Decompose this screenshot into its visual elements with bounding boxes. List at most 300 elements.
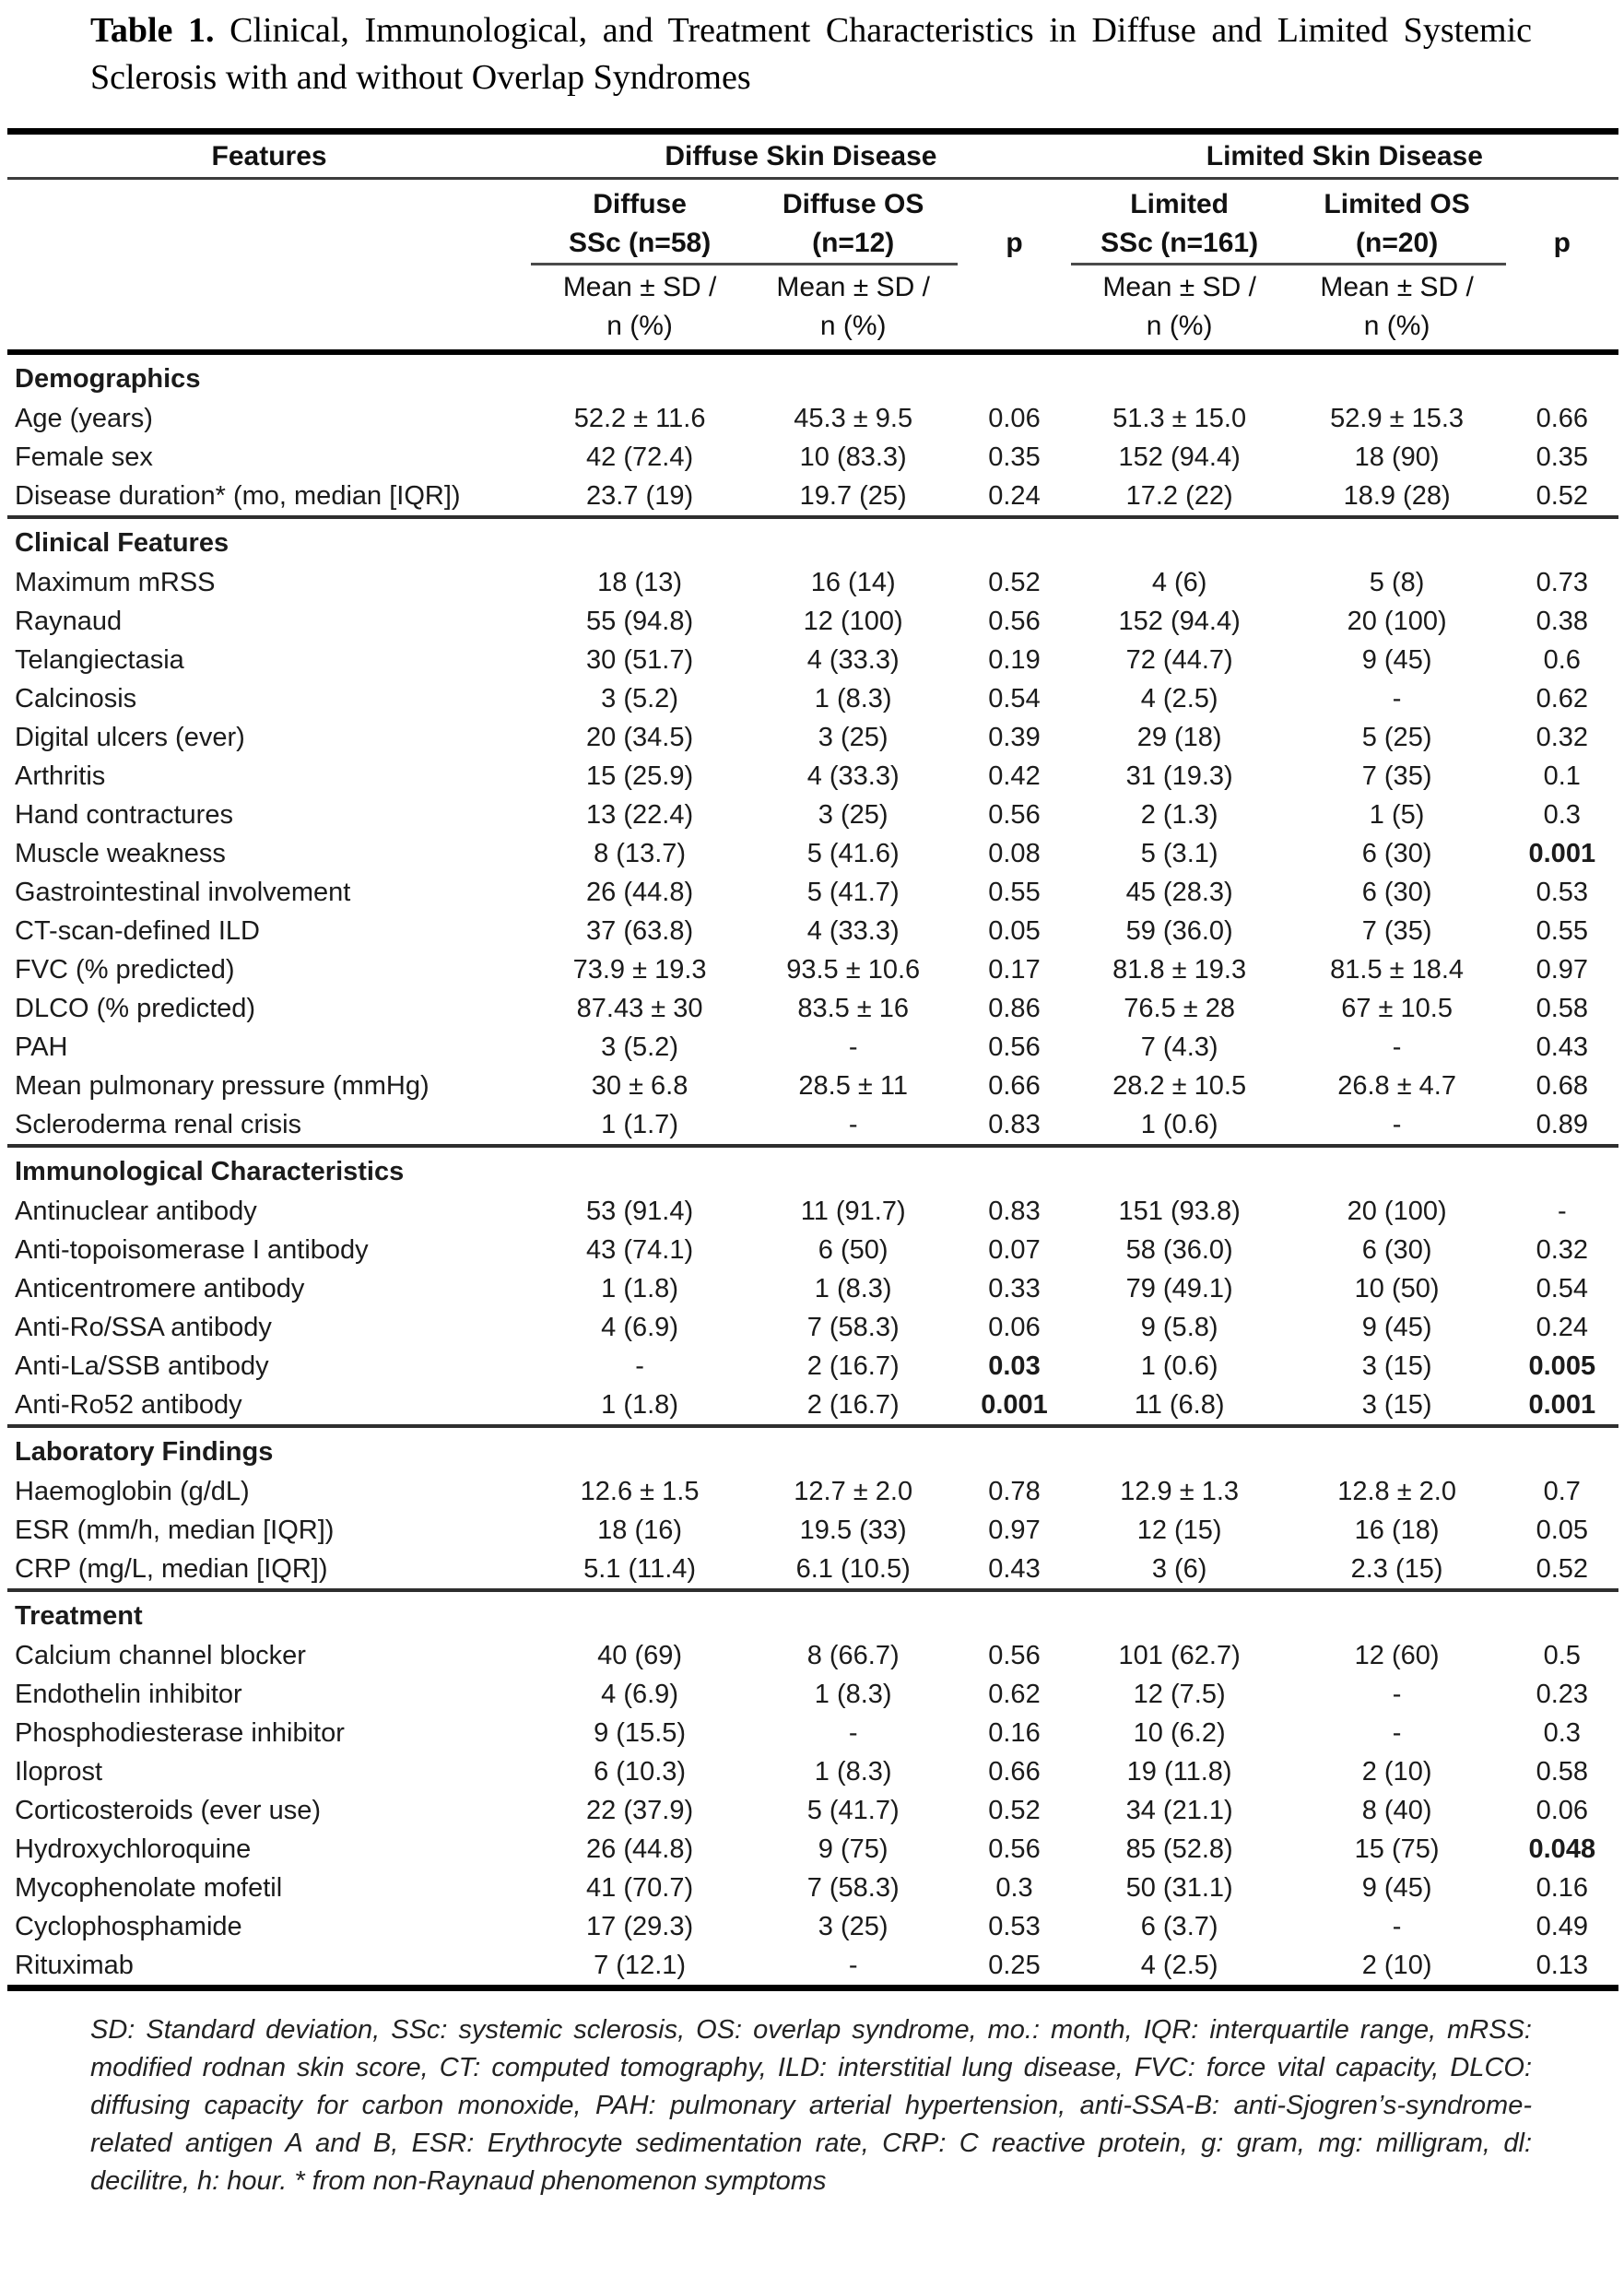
- table-caption: [90, 7, 1532, 102]
- feature-cell: Gastrointestinal involvement: [15, 877, 351, 907]
- p-value-cell: 0.83: [988, 1109, 1041, 1139]
- value-cell: 4 (2.5): [1140, 1950, 1218, 1980]
- value-cell: 29 (18): [1136, 722, 1222, 752]
- value-cell: -: [848, 1717, 858, 1748]
- value-cell: 55 (94.8): [586, 606, 694, 636]
- table-row: [7, 1946, 1618, 1988]
- table-row: [7, 1067, 1618, 1105]
- table-row: [7, 912, 1618, 950]
- feature-cell: Phosphodiesterase inhibitor: [15, 1717, 345, 1748]
- value-cell: 5 (41.6): [806, 838, 900, 868]
- feature-cell: Calcinosis: [15, 683, 137, 714]
- p-value-cell: 0.83: [988, 1196, 1041, 1226]
- p-value-cell: 0.16: [988, 1717, 1041, 1748]
- limited-os-column-header: Limited OS (n=20): [1289, 178, 1506, 264]
- table-row: [7, 641, 1618, 679]
- p-value-cell: 0.58: [1536, 1756, 1589, 1787]
- table-row: [7, 1105, 1618, 1146]
- table-row: [7, 834, 1618, 873]
- value-cell: 83.5 ± 16: [797, 993, 910, 1023]
- value-cell: -: [1392, 1109, 1402, 1139]
- value-cell: 11 (91.7): [800, 1196, 906, 1226]
- p-value-cell: 0.56: [988, 606, 1041, 636]
- p-value-cell: 0.66: [1536, 403, 1589, 433]
- value-cell: 12.7 ± 2.0: [794, 1476, 913, 1506]
- p-value-cell: 0.3: [995, 1872, 1033, 1903]
- feature-cell: Anti-Ro/SSA antibody: [15, 1312, 272, 1342]
- value-cell: 5 (41.7): [806, 877, 900, 907]
- p-value-cell: 0.08: [988, 838, 1041, 868]
- value-cell: 9 (45): [1361, 644, 1432, 675]
- value-cell: 4 (6): [1151, 567, 1207, 597]
- value-cell: 4 (2.5): [1140, 683, 1218, 714]
- table-row: [7, 757, 1618, 796]
- value-cell: 4 (33.3): [806, 761, 900, 791]
- value-cell: 1 (8.3): [814, 1679, 892, 1709]
- feature-cell: DLCO (% predicted): [15, 993, 256, 1023]
- p-value-cell: 0.97: [1536, 954, 1589, 985]
- table-row: [7, 989, 1618, 1028]
- value-cell: 6 (30): [1361, 838, 1432, 868]
- value-cell: 1 (1.8): [601, 1389, 678, 1420]
- value-cell: 79 (49.1): [1125, 1273, 1233, 1303]
- value-cell: 2 (16.7): [806, 1350, 900, 1381]
- diffuse-os-column-header: Diffuse OS (n=12): [748, 178, 958, 264]
- value-cell: 6 (10.3): [594, 1756, 687, 1787]
- value-cell: 30 ± 6.8: [591, 1070, 688, 1101]
- value-cell: 8 (13.7): [594, 838, 687, 868]
- feature-cell: Digital ulcers (ever): [15, 722, 245, 752]
- p-value-cell: 0.24: [1536, 1312, 1589, 1342]
- p-value-cell: 0.13: [1536, 1950, 1589, 1980]
- value-cell: 10 (50): [1354, 1273, 1440, 1303]
- section-title: Immunological Characteristics: [7, 1146, 1618, 1192]
- value-cell: 2 (10): [1361, 1756, 1432, 1787]
- value-cell: 12 (7.5): [1133, 1679, 1226, 1709]
- p-value-cell: 0.56: [988, 1640, 1041, 1670]
- p-value-cell: 0.55: [988, 877, 1041, 907]
- value-cell: 18 (90): [1354, 442, 1440, 472]
- value-cell: 9 (45): [1361, 1872, 1432, 1903]
- page: [0, 7, 1624, 2288]
- value-cell: -: [1392, 1717, 1402, 1748]
- feature-cell: Calcium channel blocker: [15, 1640, 306, 1670]
- section-header-row: [7, 517, 1618, 563]
- subheader-row: [7, 264, 1618, 352]
- p-value-cell: 0.52: [1536, 480, 1589, 511]
- value-cell: -: [1392, 683, 1402, 714]
- value-cell: 31 (19.3): [1125, 761, 1233, 791]
- value-cell: 52.9 ± 15.3: [1330, 403, 1465, 433]
- value-cell: 152 (94.4): [1118, 442, 1241, 472]
- value-cell: 76.5 ± 28: [1124, 993, 1235, 1023]
- p-value-cell: 0.6: [1543, 644, 1581, 675]
- feature-cell: Raynaud: [15, 606, 123, 636]
- value-cell: 40 (69): [597, 1640, 683, 1670]
- p-value-cell: 0.5: [1543, 1640, 1581, 1670]
- value-cell: 7 (12.1): [594, 1950, 687, 1980]
- p-value-cell: 0.07: [988, 1234, 1041, 1265]
- p-value-cell: 0.048: [1528, 1834, 1596, 1864]
- feature-cell: FVC (% predicted): [15, 954, 235, 985]
- table-row: [7, 718, 1618, 757]
- value-cell: 18 (13): [597, 567, 683, 597]
- value-cell: 53 (91.4): [586, 1196, 694, 1226]
- p-value-cell: 0.86: [988, 993, 1041, 1023]
- feature-cell: CT-scan-defined ILD: [15, 915, 260, 946]
- value-cell: 6.1 (10.5): [795, 1553, 911, 1584]
- column-header-row: [7, 178, 1618, 264]
- p-value-cell: 0.3: [1543, 1717, 1581, 1748]
- feature-cell: Anticentromere antibody: [15, 1273, 305, 1303]
- feature-cell: Anti-topoisomerase I antibody: [15, 1234, 369, 1265]
- table-row: [7, 1386, 1618, 1426]
- feature-cell: ESR (mm/h, median [IQR]): [15, 1515, 335, 1545]
- feature-cell: Antinuclear antibody: [15, 1196, 257, 1226]
- value-cell: 87.43 ± 30: [576, 993, 703, 1023]
- value-cell: 10 (6.2): [1133, 1717, 1226, 1748]
- p-value-cell: 0.78: [988, 1476, 1041, 1506]
- mean-sd-subheader: Mean ± SD / n (%): [1289, 264, 1506, 352]
- feature-cell: Hand contractures: [15, 799, 233, 830]
- value-cell: 8 (40): [1361, 1795, 1432, 1825]
- value-cell: 50 (31.1): [1125, 1872, 1233, 1903]
- feature-cell: PAH: [15, 1032, 68, 1062]
- table-row: [7, 950, 1618, 989]
- table-footnote: SD: Standard deviation, SSc: systemic sclerosis, OS: overlap syndrome, mo.: month, IQR: interquartile range, mRSS: modified rodnan skin score, CT: computed tomography, ILD: interstitial lung disease, FVC: force vital capacity, DLCO: diffusing capacity for carbon monoxide, PAH: pulmonary arterial hypertension, anti-SSA-B: anti-Sjogren’s-syndrome-related antigen A and B, ESR: Erythrocyte sedimentation rate, CRP: C reactive protein, g: gram, mg: milligram, dl: decilitre, h: hour. * from non-Raynaud phenomenon symptoms: [90, 2014, 1532, 2197]
- p-value-cell: 0.7: [1543, 1476, 1581, 1506]
- value-cell: 12 (15): [1136, 1515, 1222, 1545]
- feature-cell: Anti-Ro52 antibody: [15, 1389, 242, 1420]
- table-row: [7, 563, 1618, 602]
- value-cell: 6 (30): [1361, 877, 1432, 907]
- value-cell: 20 (34.5): [586, 722, 694, 752]
- p-value-cell: 0.89: [1536, 1109, 1589, 1139]
- p-value-cell: 0.35: [1536, 442, 1589, 472]
- p-value-cell: 0.001: [981, 1389, 1048, 1420]
- value-cell: 1 (0.6): [1140, 1350, 1218, 1381]
- section-header-row: [7, 352, 1618, 399]
- value-cell: 45 (28.3): [1125, 877, 1233, 907]
- p-value-cell: 0.54: [988, 683, 1041, 714]
- p-value-cell: 0.56: [988, 1032, 1041, 1062]
- feature-cell: Corticosteroids (ever use): [15, 1795, 321, 1825]
- p-value-cell: 0.06: [1536, 1795, 1589, 1825]
- mean-sd-subheader: Mean ± SD / n (%): [531, 264, 748, 352]
- value-cell: -: [848, 1109, 858, 1139]
- p-value-cell: 0.97: [988, 1515, 1041, 1545]
- value-cell: 30 (51.7): [586, 644, 694, 675]
- value-cell: 4 (6.9): [601, 1312, 678, 1342]
- value-cell: 16 (18): [1354, 1515, 1440, 1545]
- p-column-header: p: [1006, 228, 1023, 259]
- p-value-cell: 0.005: [1528, 1350, 1596, 1381]
- p-value-cell: 0.39: [988, 722, 1041, 752]
- feature-cell: Rituximab: [15, 1950, 134, 1980]
- value-cell: 3 (5.2): [601, 1032, 678, 1062]
- value-cell: 7 (35): [1361, 915, 1432, 946]
- value-cell: 73.9 ± 19.3: [572, 954, 707, 985]
- empty-cell: [7, 178, 531, 264]
- table-row: [7, 1511, 1618, 1550]
- feature-cell: Cyclophosphamide: [15, 1911, 242, 1941]
- value-cell: 93.5 ± 10.6: [786, 954, 921, 985]
- table-row: [7, 1347, 1618, 1386]
- feature-cell: CRP (mg/L, median [IQR]): [15, 1553, 328, 1584]
- feature-cell: Telangiectasia: [15, 644, 184, 675]
- value-cell: 7 (58.3): [806, 1872, 900, 1903]
- value-cell: 4 (6.9): [601, 1679, 678, 1709]
- value-cell: 8 (66.7): [806, 1640, 900, 1670]
- value-cell: 12.8 ± 2.0: [1337, 1476, 1456, 1506]
- p-value-cell: 0.52: [1536, 1553, 1589, 1584]
- limited-group-header: Limited Skin Disease: [1071, 131, 1618, 178]
- p-value-cell: 0.56: [988, 1834, 1041, 1864]
- value-cell: 2.3 (15): [1350, 1553, 1443, 1584]
- value-cell: 3 (5.2): [601, 683, 678, 714]
- value-cell: 6 (50): [818, 1234, 888, 1265]
- diffuse-group-header: Diffuse Skin Disease: [531, 131, 1071, 178]
- section-title: Laboratory Findings: [7, 1426, 1618, 1472]
- table-row: [7, 438, 1618, 477]
- limited-ssc-column-header: Limited SSc (n=161): [1071, 178, 1289, 264]
- p-value-cell: 0.32: [1536, 722, 1589, 752]
- table-row: [7, 1752, 1618, 1791]
- table-row: [7, 1636, 1618, 1675]
- p-value-cell: 0.05: [1536, 1515, 1589, 1545]
- value-cell: 12 (60): [1354, 1640, 1440, 1670]
- value-cell: 151 (93.8): [1118, 1196, 1241, 1226]
- p-value-cell: 0.52: [988, 1795, 1041, 1825]
- p-value-cell: 0.3: [1543, 799, 1581, 830]
- value-cell: -: [1392, 1679, 1402, 1709]
- value-cell: 16 (14): [810, 567, 896, 597]
- table-row: [7, 1028, 1618, 1067]
- features-header: Features: [7, 131, 531, 178]
- p-value-cell: 0.1: [1543, 761, 1581, 791]
- value-cell: 26 (44.8): [586, 1834, 694, 1864]
- value-cell: 42 (72.4): [586, 442, 694, 472]
- value-cell: 12.6 ± 1.5: [580, 1476, 700, 1506]
- p-value-cell: 0.33: [988, 1273, 1041, 1303]
- value-cell: 23.7 (19): [586, 480, 694, 511]
- value-cell: 1 (5): [1369, 799, 1425, 830]
- value-cell: 3 (25): [818, 722, 888, 752]
- feature-cell: Endothelin inhibitor: [15, 1679, 242, 1709]
- table-row: [7, 1869, 1618, 1907]
- p-value-cell: 0.38: [1536, 606, 1589, 636]
- value-cell: 3 (6): [1151, 1553, 1207, 1584]
- table-row: [7, 1830, 1618, 1869]
- value-cell: 45.3 ± 9.5: [794, 403, 913, 433]
- empty-cell: [1506, 264, 1618, 352]
- value-cell: 19.7 (25): [799, 480, 907, 511]
- value-cell: 5 (25): [1361, 722, 1432, 752]
- value-cell: 5 (3.1): [1140, 838, 1218, 868]
- value-cell: 2 (1.3): [1140, 799, 1218, 830]
- mean-sd-subheader: Mean ± SD / n (%): [748, 264, 958, 352]
- value-cell: 51.3 ± 15.0: [1112, 403, 1247, 433]
- p-value-cell: 0.53: [988, 1911, 1041, 1941]
- p-value-cell: 0.19: [988, 644, 1041, 675]
- p-value-cell: 0.25: [988, 1950, 1041, 1980]
- value-cell: -: [1392, 1911, 1402, 1941]
- section-header-row: [7, 1590, 1618, 1636]
- p-value-cell: 0.68: [1536, 1070, 1589, 1101]
- value-cell: 11 (6.8): [1134, 1389, 1225, 1420]
- p-value-cell: 0.43: [1536, 1032, 1589, 1062]
- p-value-cell: 0.62: [1536, 683, 1589, 714]
- value-cell: 19 (11.8): [1126, 1756, 1232, 1787]
- table-row: [7, 679, 1618, 718]
- p-value-cell: 0.06: [988, 1312, 1041, 1342]
- value-cell: 17 (29.3): [586, 1911, 694, 1941]
- value-cell: 17.2 (22): [1125, 480, 1233, 511]
- value-cell: 34 (21.1): [1125, 1795, 1233, 1825]
- value-cell: 19.5 (33): [799, 1515, 907, 1545]
- value-cell: 4 (33.3): [806, 644, 900, 675]
- section-header-row: [7, 1426, 1618, 1472]
- value-cell: 20 (100): [1347, 1196, 1447, 1226]
- section-title: Demographics: [15, 363, 201, 394]
- p-value-cell: 0.24: [988, 480, 1041, 511]
- table-row: [7, 1907, 1618, 1946]
- p-value-cell: 0.66: [988, 1756, 1041, 1787]
- value-cell: 43 (74.1): [586, 1234, 694, 1265]
- value-cell: 1 (8.3): [814, 1756, 892, 1787]
- value-cell: 1 (8.3): [814, 683, 892, 714]
- feature-cell: Female sex: [15, 442, 153, 472]
- empty-cell: [7, 264, 531, 352]
- mean-sd-subheader: Mean ± SD / n (%): [1071, 264, 1289, 352]
- value-cell: 9 (45): [1361, 1312, 1432, 1342]
- value-cell: -: [848, 1032, 858, 1062]
- p-value-cell: 0.35: [988, 442, 1041, 472]
- value-cell: 9 (5.8): [1140, 1312, 1218, 1342]
- p-value-cell: 0.17: [988, 954, 1041, 985]
- p-value-cell: 0.32: [1536, 1234, 1589, 1265]
- value-cell: 7 (58.3): [806, 1312, 900, 1342]
- table-row: [7, 1791, 1618, 1830]
- section-title: Treatment: [7, 1590, 1618, 1636]
- p-value-cell: 0.66: [988, 1070, 1041, 1101]
- value-cell: 2 (16.7): [806, 1389, 900, 1420]
- value-cell: -: [848, 1950, 858, 1980]
- table-row: [7, 1192, 1618, 1231]
- clinical-characteristics-table: [7, 128, 1618, 1991]
- empty-cell: [958, 264, 1070, 352]
- value-cell: 22 (37.9): [586, 1795, 694, 1825]
- p-value-cell: 0.03: [988, 1350, 1041, 1381]
- feature-cell: Hydroxychloroquine: [15, 1834, 252, 1864]
- p-value-cell: 0.54: [1536, 1273, 1589, 1303]
- value-cell: 58 (36.0): [1125, 1234, 1233, 1265]
- table-row: [7, 1472, 1618, 1511]
- p-value-cell: 0.16: [1536, 1872, 1589, 1903]
- value-cell: 3 (15): [1361, 1350, 1432, 1381]
- value-cell: 37 (63.8): [586, 915, 694, 946]
- feature-cell: Arthritis: [15, 761, 106, 791]
- feature-cell: Mycophenolate mofetil: [15, 1872, 283, 1903]
- table-row: [7, 1269, 1618, 1308]
- table-row: [7, 602, 1618, 641]
- value-cell: 3 (15): [1361, 1389, 1432, 1420]
- value-cell: 5 (41.7): [806, 1795, 900, 1825]
- value-cell: 2 (10): [1361, 1950, 1432, 1980]
- table-row: [7, 1308, 1618, 1347]
- value-cell: 81.5 ± 18.4: [1330, 954, 1465, 985]
- value-cell: 13 (22.4): [586, 799, 694, 830]
- value-cell: 26.8 ± 4.7: [1337, 1070, 1456, 1101]
- value-cell: 5.1 (11.4): [583, 1553, 697, 1584]
- value-cell: 72 (44.7): [1125, 644, 1233, 675]
- table-row: [7, 1714, 1618, 1752]
- p-value-cell: 0.62: [988, 1679, 1041, 1709]
- table-row: [7, 1231, 1618, 1269]
- p-value-cell: 0.53: [1536, 877, 1589, 907]
- value-cell: 41 (70.7): [586, 1872, 694, 1903]
- section-title: Clinical Features: [7, 517, 1618, 563]
- value-cell: 6 (3.7): [1140, 1911, 1218, 1941]
- p-column-header: p: [1553, 228, 1571, 259]
- value-cell: 7 (35): [1361, 761, 1432, 791]
- value-cell: 59 (36.0): [1125, 915, 1233, 946]
- value-cell: 12.9 ± 1.3: [1120, 1476, 1240, 1506]
- p-value-cell: 0.73: [1536, 567, 1589, 597]
- p-value-cell: 0.42: [988, 761, 1041, 791]
- p-value-cell: 0.43: [988, 1553, 1041, 1584]
- diffuse-ssc-column-header: Diffuse SSc (n=58): [531, 178, 748, 264]
- value-cell: 20 (100): [1347, 606, 1447, 636]
- value-cell: 3 (25): [818, 1911, 888, 1941]
- value-cell: 52.2 ± 11.6: [573, 403, 706, 433]
- table-row: [7, 1675, 1618, 1714]
- table-row: [7, 1550, 1618, 1590]
- table-number-label: Table 1.: [90, 11, 215, 50]
- table-row: [7, 796, 1618, 834]
- value-cell: 9 (15.5): [594, 1717, 687, 1748]
- value-cell: -: [1392, 1032, 1402, 1062]
- feature-cell: Haemoglobin (g/dL): [15, 1476, 250, 1506]
- p-value-cell: 0.23: [1536, 1679, 1589, 1709]
- feature-cell: Disease duration* (mo, median [IQR]): [15, 480, 461, 511]
- p-value-cell: -: [1557, 1196, 1567, 1226]
- value-cell: 18.9 (28): [1343, 480, 1451, 511]
- feature-cell: Anti-La/SSB antibody: [15, 1350, 269, 1381]
- value-cell: 28.5 ± 11: [798, 1070, 908, 1101]
- feature-cell: Age (years): [15, 403, 153, 433]
- value-cell: 26 (44.8): [586, 877, 694, 907]
- value-cell: 152 (94.4): [1118, 606, 1241, 636]
- p-value-cell: 0.001: [1528, 1389, 1596, 1420]
- value-cell: 9 (75): [818, 1834, 888, 1864]
- value-cell: -: [635, 1350, 644, 1381]
- p-value-cell: 0.001: [1528, 838, 1596, 868]
- value-cell: 1 (1.7): [601, 1109, 678, 1139]
- table-caption-text: Clinical, Immunological, and Treatment Characteristics in Diffuse and Limited Systemic Sclerosis with and without Overlap Syndromes: [90, 11, 1533, 98]
- value-cell: 67 ± 10.5: [1341, 993, 1453, 1023]
- value-cell: 15 (25.9): [586, 761, 694, 791]
- value-cell: 4 (33.3): [806, 915, 900, 946]
- p-value-cell: 0.58: [1536, 993, 1589, 1023]
- value-cell: 81.8 ± 19.3: [1112, 954, 1247, 985]
- feature-cell: Mean pulmonary pressure (mmHg): [15, 1070, 430, 1101]
- table-row: [7, 399, 1618, 438]
- p-value-cell: 0.55: [1536, 915, 1589, 946]
- p-value-cell: 0.05: [988, 915, 1041, 946]
- p-value-cell: 0.52: [988, 567, 1041, 597]
- feature-cell: Iloprost: [15, 1756, 103, 1787]
